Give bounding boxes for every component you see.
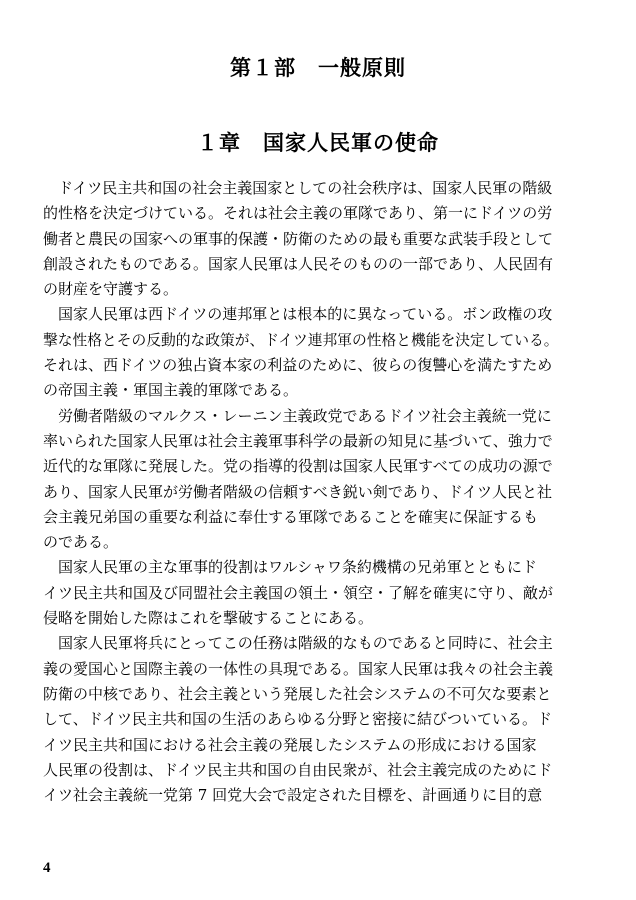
text-line: 国家人民軍は西ドイツの連邦軍とは根本的に異なっている。ボン政権の攻	[43, 305, 553, 324]
text-line: 働者と農民の国家への軍事的保護・防衛のための最も重要な武装手段として	[43, 229, 554, 248]
text-line: 率いられた国家人民軍は社会主義軍事科学の最新の知見に基づいて、強力で	[43, 431, 553, 450]
text-line: 会主義兄弟国の重要な利益に奉仕する軍隊であることを確実に保証するも	[43, 507, 539, 526]
text-line: の帝国主義・軍国主義的軍隊である。	[43, 381, 299, 400]
text-line: あり、国家人民軍が労働者階級の信頼すべき鋭い剣であり、ドイツ人民と社	[43, 482, 552, 501]
text-line: 的性格を決定づけている。それは社会主義の軍隊であり、第一にドイツの労	[43, 204, 553, 223]
text-line: イツ民主共和国における社会主義の発展したシステムの形成における国家	[43, 735, 537, 754]
text-line: のである。	[43, 533, 119, 552]
text-line: 義の愛国心と国際主義の一体性の具現である。国家人民軍は我々の社会主義	[43, 659, 554, 678]
page-number: 4	[43, 860, 51, 876]
text-line: 近代的な軍隊に発展した。党の指導的役割は国家人民軍すべての成功の源で	[43, 457, 553, 476]
chapter-title: １章 国家人民軍の使命	[197, 131, 439, 155]
text-line: イツ社会主義統一党第 7 回党大会で設定された目標を、計画通りに目的意	[43, 786, 543, 805]
text-line: 創設されたものである。国家人民軍は人民そのものの一部であり、人民固有	[43, 254, 554, 273]
part-title: 第１部 一般原則	[230, 56, 406, 80]
text-line: それは、西ドイツの独占資本家の利益のために、彼らの復讐心を満たすため	[43, 356, 553, 375]
body-text	[43, 176, 566, 808]
text-line: 労働者階級のマルクス・レーニン主義政党であるドイツ社会主義統一党に	[43, 406, 552, 425]
text-line: して、ドイツ民主共和国の生活のあらゆる分野と密接に結びついている。ド	[43, 710, 552, 729]
text-line: 人民軍の役割は、ドイツ民主共和国の自由民衆が、社会主義完成のためにド	[43, 760, 553, 779]
text-line: 防衛の中核であり、社会主義という発展した社会システムの不可欠な要素と	[43, 684, 552, 703]
text-line: 国家人民軍の主な軍事的役割はワルシャワ条約機構の兄弟軍とともにド	[43, 558, 537, 577]
text-line: ドイツ民主共和国の社会主義国家としての社会秩序は、国家人民軍の階級	[43, 179, 553, 197]
text-line: の財産を守護する。	[43, 280, 179, 299]
text-line: 撃な性格とその反動的な政策が、ドイツ連邦軍の性格と機能を決定している。	[43, 331, 559, 349]
text-line: 国家人民軍将兵にとってこの任務は階級的なものであると同時に、社会主	[43, 634, 553, 653]
text-line: 侵略を開始した際はこれを撃破することにある。	[43, 609, 374, 628]
text-line: イツ民主共和国及び同盟社会主義国の領土・領空・了解を確実に守り、敵が	[43, 583, 554, 602]
